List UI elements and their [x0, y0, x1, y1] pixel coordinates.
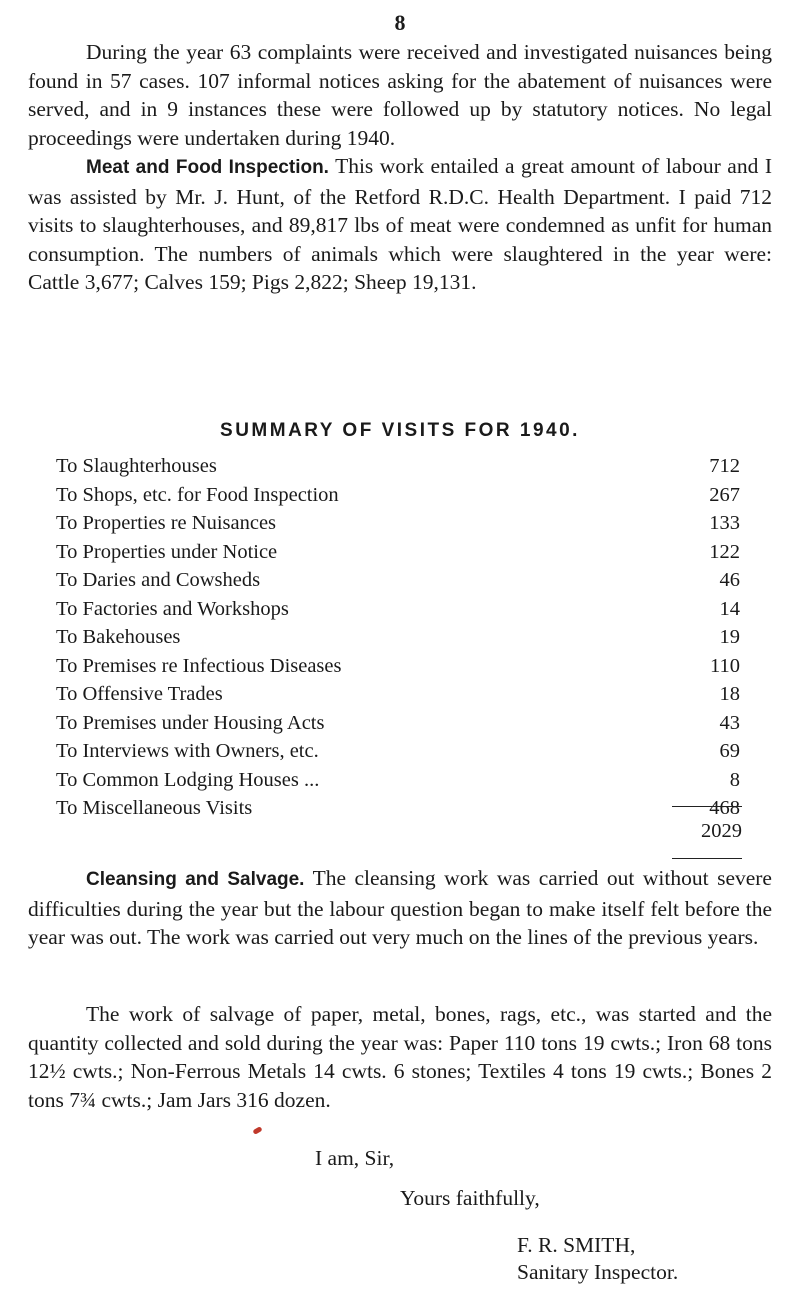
summary-row [56, 709, 740, 738]
summary-row-label: To Factories and Workshops [56, 597, 289, 620]
summary-row-count: 43 [719, 711, 740, 734]
summary-row-count: 267 [709, 483, 740, 506]
ink-mark [252, 1126, 262, 1135]
meat-food-text: This work entailed a great amount of labour and I was assisted by Mr. J. Hunt, of the Retford R.D.C. Health Department. I paid 712 visits to slaughterhouses, and 89,817 lbs of meat were condemned as unfit for human consumption. The numbers of animals which were slaughtered in the year were: Cattle 3,677; Calves 159; Pigs 2,822; Sheep 19,131. [28, 154, 772, 294]
signatory-name: F. R. SMITH, [517, 1233, 636, 1257]
summary-row-label: To Offensive Trades [56, 683, 223, 705]
summary-table [56, 452, 740, 823]
summary-row-label: To Properties under Notice [56, 540, 278, 563]
total-rule-bottom [672, 858, 742, 859]
summary-row [56, 481, 740, 510]
summary-row [56, 794, 740, 823]
summary-row-label: To Interviews with Owners, etc. [56, 740, 319, 762]
intro-paragraph: During the year 63 complaints were received and investigated nuisances being found in 57 cases. 107 informal notices asking for the abatement of nuisances were served, and in 9 instances these were followed up by statutory notices. No legal proceedings were undertaken during 1940. [28, 40, 772, 150]
summary-row-label: To Common Lodging Houses ... [56, 768, 320, 791]
summary-row [56, 538, 740, 567]
summary-row-count: 18 [719, 683, 740, 705]
summary-table-body [56, 452, 740, 823]
summary-row-count: 122 [709, 540, 740, 563]
signatory-title: Sanitary Inspector. [517, 1260, 679, 1284]
cleansing-paragraph [28, 864, 772, 952]
summary-row-label: To Slaughterhouses [56, 455, 217, 477]
summary-row-label: To Bakehouses [56, 626, 181, 648]
summary-row [56, 766, 740, 795]
summary-row-count: 14 [719, 597, 740, 620]
summary-row-label: To Miscellaneous Visits [56, 797, 253, 819]
summary-row [56, 737, 740, 766]
summary-row-count: 69 [719, 740, 740, 762]
summary-title: SUMMARY OF VISITS FOR 1940. [220, 420, 580, 441]
closing-salutation: I am, Sir, [315, 1146, 395, 1170]
meat-food-paragraph [28, 152, 772, 297]
summary-row [56, 509, 740, 538]
summary-row [56, 623, 740, 652]
summary-row-label: To Properties re Nuisances [56, 512, 277, 534]
summary-row-count: 468 [709, 797, 740, 819]
summary-row-count: 46 [719, 569, 740, 591]
summary-row-count: 110 [710, 654, 740, 677]
summary-total: 2029 [701, 820, 742, 842]
summary-row [56, 680, 740, 709]
summary-row-count: 712 [709, 455, 740, 477]
summary-row [56, 595, 740, 624]
summary-row-label: To Premises re Infectious Diseases [56, 654, 342, 677]
closing-valediction: Yours faithfully, [400, 1186, 540, 1210]
meat-food-heading: Meat and Food Inspection. [86, 157, 329, 178]
summary-row [56, 452, 740, 481]
summary-row-label: To Premises under Housing Acts [56, 711, 325, 734]
summary-row-label: To Shops, etc. for Food Inspection [56, 483, 339, 506]
salvage-paragraph: The work of salvage of paper, metal, bones, rags, etc., was started and the quantity collected and sold during the year was: Paper 110 tons 19 cwts.; Iron 68 tons 12½ cwts.; Non-Ferrous Metals 14 cwts. 6 stones; Textiles 4 tons 19 cwts.; Bones 2 tons 7¾ cwts.; Jam Jars 316 dozen. [28, 1002, 772, 1112]
summary-row [56, 566, 740, 595]
summary-row [56, 652, 740, 681]
summary-row-count: 19 [719, 626, 740, 648]
total-rule-top [672, 806, 742, 807]
cleansing-heading: Cleansing and Salvage. [86, 869, 305, 890]
summary-row-label: To Daries and Cowsheds [56, 569, 261, 591]
cleansing-text: The cleansing work was carried out without severe difficulties during the year but the labour question began to make itself felt before the year was out. The work was carried out very much on the lines of the previous years. [28, 866, 772, 949]
summary-row-count: 8 [729, 768, 740, 791]
summary-row-count: 133 [709, 512, 740, 534]
page-number: 8 [394, 10, 406, 35]
